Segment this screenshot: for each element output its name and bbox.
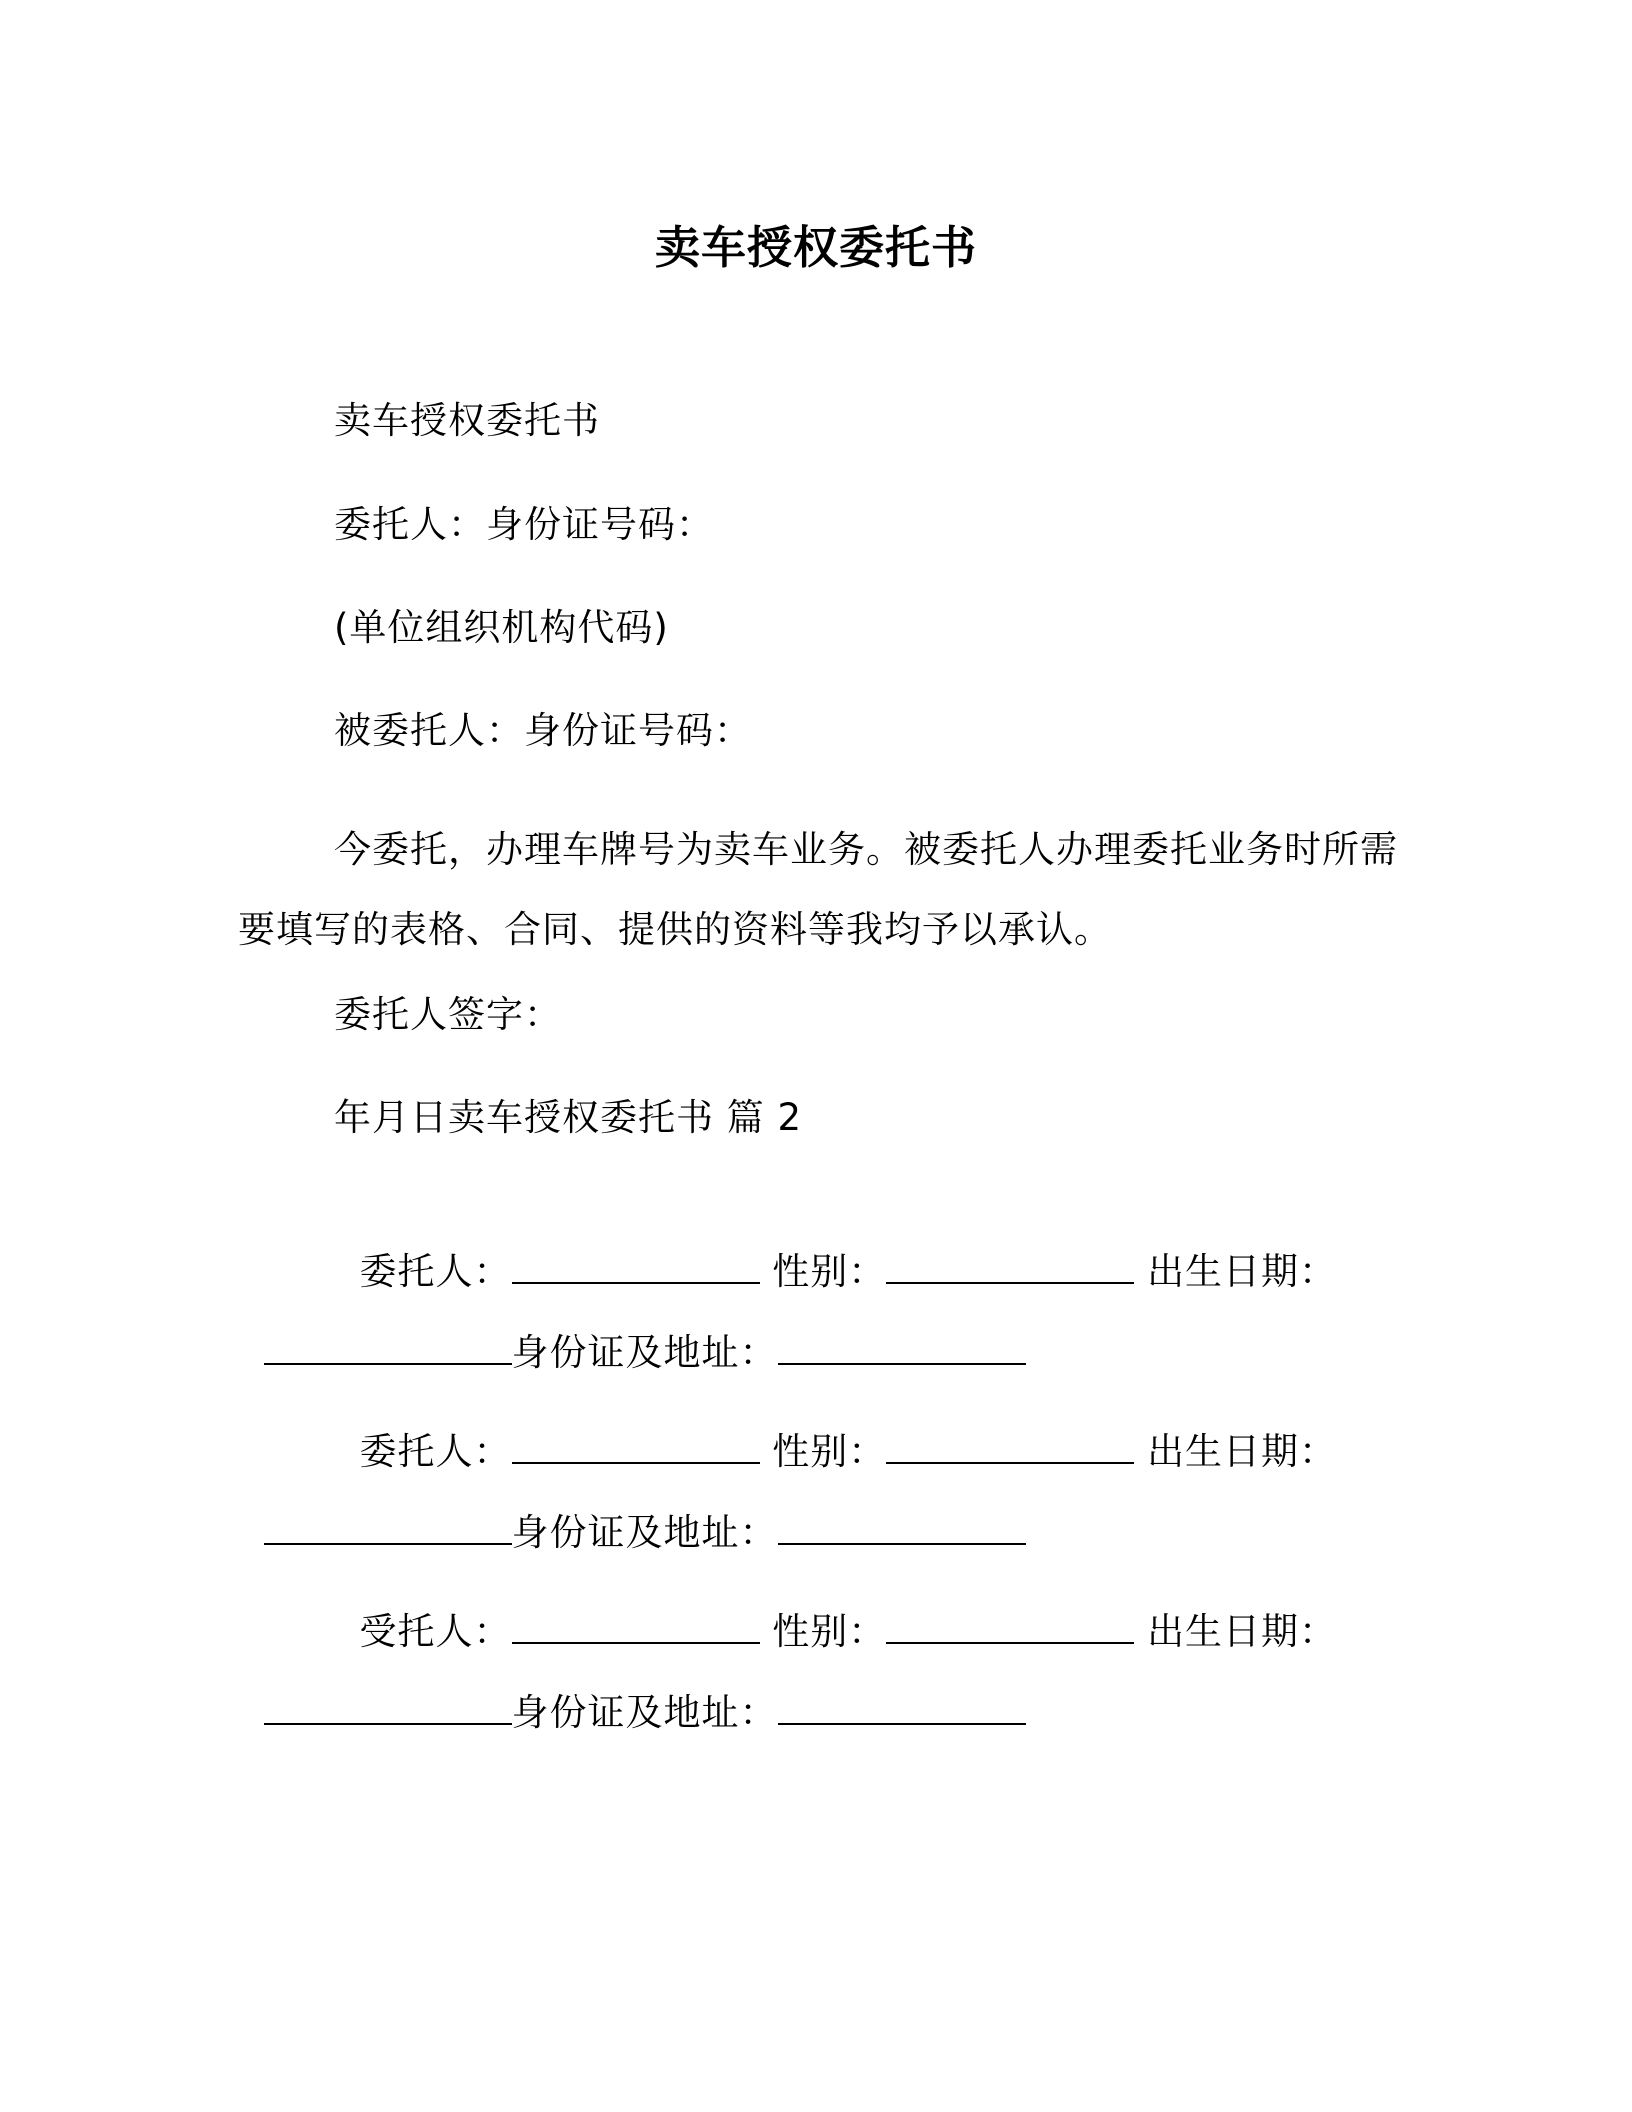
agent-id-line: 被委托人：身份证号码： — [334, 709, 752, 752]
section-heading: 年月日卖车授权委托书 篇 2 — [334, 1096, 803, 1139]
document-title: 卖车授权委托书 — [654, 221, 977, 274]
id-addr-label: 身份证及地址： — [511, 1331, 778, 1374]
birth-blank — [264, 1329, 512, 1365]
id-addr-blank — [778, 1329, 1026, 1365]
org-code-line: (单位组织机构代码) — [334, 606, 669, 649]
role-label: 委托人： — [359, 1250, 512, 1293]
birth-label: 出生日期： — [1147, 1430, 1338, 1473]
form-row-3-b — [238, 1638, 1026, 1738]
role-label: 受托人： — [359, 1610, 512, 1653]
form-row-2-b — [238, 1458, 1026, 1558]
gender-label: 性别： — [772, 1610, 887, 1653]
gender-label: 性别： — [772, 1250, 887, 1293]
id-addr-blank — [778, 1509, 1026, 1545]
id-addr-label: 身份证及地址： — [511, 1511, 778, 1554]
authorization-paragraph: 今委托，办理车牌号为卖车业务。被委托人办理委托业务时所需要填写的表格、合同、提供的资料等我均予以承认。 — [238, 828, 1398, 951]
birth-label: 出生日期： — [1147, 1250, 1338, 1293]
form-row-1-b — [238, 1278, 1026, 1378]
subtitle-line: 卖车授权委托书 — [334, 399, 600, 442]
gender-label: 性别： — [772, 1430, 887, 1473]
principal-id-line: 委托人：身份证号码： — [334, 503, 714, 546]
id-addr-blank — [778, 1689, 1026, 1725]
id-addr-label: 身份证及地址： — [511, 1691, 778, 1734]
birth-blank — [264, 1689, 512, 1725]
birth-blank — [264, 1509, 512, 1545]
role-label: 委托人： — [359, 1430, 512, 1473]
signature-line: 委托人签字： — [334, 993, 562, 1036]
birth-label: 出生日期： — [1147, 1610, 1338, 1653]
